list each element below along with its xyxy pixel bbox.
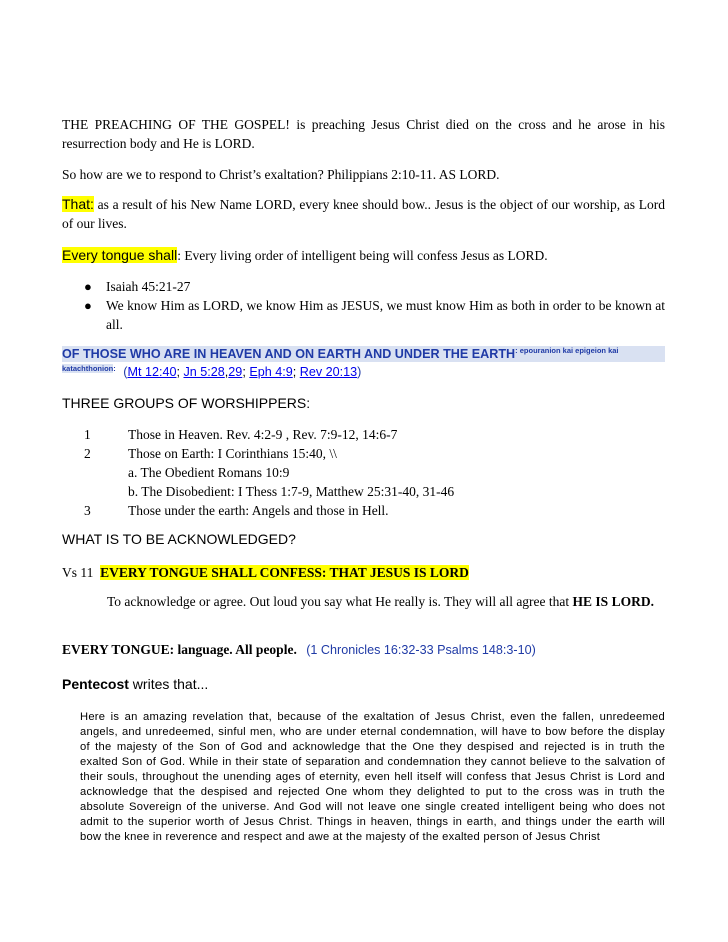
ref-link-29[interactable]: 29 <box>228 365 243 379</box>
paragraph-respond-text: So how are we to respond to Christ’s exaltation? Philippians 2:10-11. AS LORD. <box>62 167 500 182</box>
paragraph-that-text: as a result of his New Name LORD, every knee should bow.. Jesus is the object of our worship, as Lord of our lives. <box>62 197 665 231</box>
ref-separator: ; <box>176 365 184 379</box>
ref-link-jn[interactable]: Jn 5:28 <box>183 365 225 379</box>
bullet-list <box>62 277 665 334</box>
ref-link-rev[interactable]: Rev 20:13 <box>299 365 358 379</box>
ref-link-mt[interactable]: Mt 12:40 <box>127 365 177 379</box>
ref-separator: ; <box>242 365 250 379</box>
groups-list <box>62 425 665 520</box>
list-item <box>62 277 665 296</box>
list-item <box>62 444 665 463</box>
quote-block <box>80 710 665 845</box>
refs-open-paren: ( <box>123 365 128 379</box>
heading-acknowledged-text: WHAT IS TO BE ACKNOWLEDGED? <box>62 531 296 547</box>
ref-link-eph[interactable]: Eph 4:9 <box>249 365 293 379</box>
list-item <box>62 482 665 501</box>
group-text: Those under the earth: Angels and those in Hell. <box>128 503 389 518</box>
list-item <box>62 296 665 334</box>
list-item <box>62 463 665 482</box>
paragraph-acknowledge-text: To acknowledge or agree. Out loud you say what He really is. They will all agree that <box>107 594 573 609</box>
list-item <box>62 425 665 444</box>
heading-three-groups-text: THREE GROUPS OF WORSHIPPERS: <box>62 395 311 411</box>
ref-separator: , <box>224 365 229 379</box>
bullet-icon: ● <box>84 279 92 294</box>
every-tongue-shall-label: Every tongue shall <box>62 247 178 263</box>
that-label: That: <box>62 196 94 212</box>
heading-acknowledged <box>62 530 665 549</box>
paragraph-acknowledge-bold: HE IS LORD. <box>572 594 654 609</box>
paragraph-preaching <box>62 115 665 153</box>
bullet-text: We know Him as LORD, we know Him as JESUS, we must know Him as both in order to be known at all. <box>106 298 665 332</box>
paragraph-preaching-text: THE PREACHING OF THE GOSPEL! is preaching Jesus Christ died on the cross and he arose in his resurrection body and He is LORD. <box>62 117 665 151</box>
group-text: Those on Earth: I Corinthians 15:40, \\ <box>128 446 337 461</box>
heading-heaven-earth-bar <box>62 346 665 362</box>
list-item <box>62 501 665 520</box>
pentecost-bold: Pentecost <box>62 676 129 692</box>
group-text: b. The Disobedient: I Thess 1:7-9, Matthew 25:31-40, 31-46 <box>128 484 455 499</box>
bullet-text: Isaiah 45:21-27 <box>106 279 191 294</box>
paragraph-respond <box>62 165 665 184</box>
quote-text: Here is an amazing revelation that, because of the exaltation of Jesus Christ, even the fallen, unredeemed angels, and unredeemed, sinful men, who are under eternal condemnation, will have to bow before the display of the majesty of the Son of God and acknowledge that the One they despised and rejected is in truth the exalted Son of God. While in their state of separation and condemnation they cannot believe to the salvation of their souls, throughout the unending ages of eternity, even hell itself will confess that Jesus Christ is Lord and acknowledge that the despised and rejected One whom they delighted to put to the cross was in truth the absolute Sovereign of the universe. And God will not leave one single created intelligent being who does not admit to the superior worth of Jesus Christ. Things in heaven, things in earth, and things under the earth will bow the knee in reverence and respect and awe at the majesty of the exalted person of Jesus Christ <box>80 711 665 843</box>
paragraph-every-tongue-shall <box>62 246 665 265</box>
bullet-icon: ● <box>84 298 92 313</box>
group-number: 3 <box>84 503 91 518</box>
greek-colon: : <box>113 363 116 373</box>
paragraph-every-tongue <box>62 640 665 660</box>
paragraph-pentecost <box>62 675 665 694</box>
verse-11-highlight: EVERY TONGUE SHALL CONFESS: THAT JESUS IS LORD <box>100 565 469 580</box>
group-number: 2 <box>84 446 91 461</box>
group-number: 1 <box>84 427 91 442</box>
heading-heaven-earth-text: OF THOSE WHO ARE IN HEAVEN AND ON EARTH AND UNDER THE EARTH <box>62 347 516 361</box>
heading-three-groups <box>62 394 665 413</box>
every-tongue-refs: (1 Chronicles 16:32-33 Psalms 148:3-10) <box>306 643 536 657</box>
paragraph-every-tongue-shall-text: : Every living order of intelligent being will confess Jesus as LORD. <box>177 248 548 263</box>
group-text: a. The Obedient Romans 10:9 <box>128 465 290 480</box>
every-tongue-bold: EVERY TONGUE: language. All people. <box>62 642 297 657</box>
verse-11 <box>62 563 665 582</box>
greek-text-a: : epouranion kai epigeion kai <box>515 345 619 355</box>
greek-text-b: katachthonion <box>62 363 114 373</box>
heading-heaven-earth-refs <box>62 364 665 380</box>
refs-close-paren: ) <box>357 365 362 379</box>
paragraph-that <box>62 195 665 233</box>
paragraph-acknowledge <box>107 592 665 611</box>
heading-heaven-earth <box>62 346 665 362</box>
verse-11-prefix: Vs 11 <box>62 565 101 580</box>
group-text: Those in Heaven. Rev. 4:2-9 , Rev. 7:9-12, 14:6-7 <box>128 427 398 442</box>
pentecost-text: writes that... <box>128 676 209 692</box>
ref-separator: ; <box>292 365 300 379</box>
